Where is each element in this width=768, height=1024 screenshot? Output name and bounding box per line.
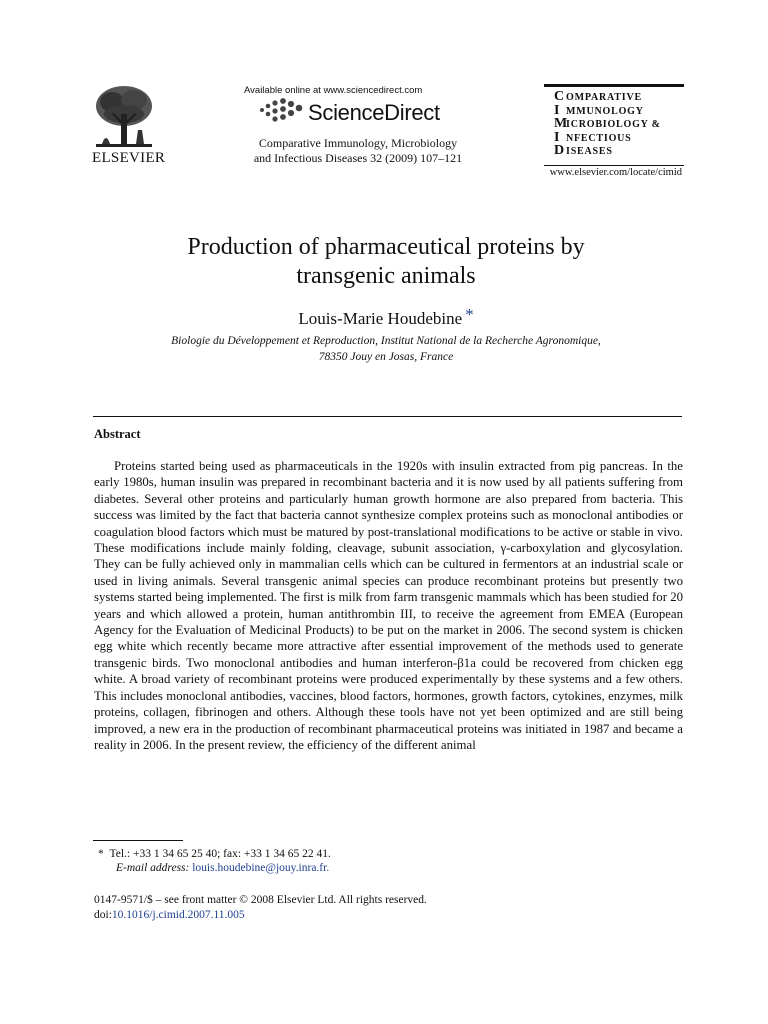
doi-link[interactable]: 10.1016/j.cimid.2007.11.005 [111,909,245,921]
author-name: Louis-Marie Houdebine [298,309,463,328]
cimid-row: I NFECTIOUS [554,129,632,145]
email-link[interactable]: louis.houdebine@jouy.inra.fr. [192,862,330,874]
author-footnote-mark[interactable]: * [465,305,474,324]
journal-url[interactable]: www.elsevier.com/locate/cimid [549,167,682,178]
cimid-journal-logo [544,84,684,166]
article-title: Production of pharmaceutical proteins by transgenic animals [187,234,585,289]
cimid-row: MICROBIOLOGY & [554,116,661,131]
header-rule [93,416,682,417]
available-online[interactable]: Available online at www.sciencedirect.com [244,85,423,96]
sciencedirect-dots-icon [256,98,312,124]
abstract-text: Proteins started being used as pharmaceuticals in the 1920s with insulin extracted from pig pancreas. In the early 1980s, human insulin was prepared in recombinant bacteria and it is now used by all patients suffering from diabetes. Several other proteins and particularly human growth hormone are also prepared from bacteria. This success was limited by the fact that bacteria cannot synthesize complex proteins such as monoclonal antibodies or coagulation blood factors which must be matured by post-translational modifications to be active or stable in vivo. These modifications include mainly folding, cleavage, subunit association, γ-carboxylation and glycosylation. They can be fully achieved only in mammalian cells which can be cultured in fermentors at an industrial scale or used in living animals. Several transgenic animal species can produce recombinant proteins but presently two systems started being implemented. The first is milk from farm transgenic mammals which has been studied for 20 years and which allowed a protein, human antithrombin III, to receive the agreement from EMEA (European Agency for the Evaluation of Medicinal Products) to be put on the market in 2006. The second system is chicken egg white which recently became more attractive after essential improvement of the methods used to generate transgenic birds. Two monoclonal antibodies and human interferon-β1a could be recovered from chicken egg white. A broad variety of recombinant proteins were produced experimentally by these systems and a few others. This includes monoclonal antibodies, vaccines, blood factors, hormones, growth factors, cytokines, enzymes, milk proteins, collagen, fibrinogen and others. Although these tools have not yet been optimized and are still being improved, a new era in the production of recombinant pharmaceutical proteins was initiated in 1987 and became a reality in 2006. In the present review, the efficiency of the different animal [94,459,683,752]
cimid-row: DISEASES [554,143,613,158]
affiliation: Biologie du Développement et Reproduction, Institut National de la Recherche Agronomique, 78350 Jouy en Josas, France [171,335,601,363]
footnote-email: E-mail address: louis.houdebine@jouy.inra.fr. [116,862,330,874]
journal-name-line2: and Infectious Diseases 32 (2009) 107–121 [253,151,463,165]
copyright-line: 0147-9571/$ – see front matter © 2008 Elsevier Ltd. All rights reserved. [94,894,427,906]
cimid-row: COMPARATIVE [554,89,642,104]
cimid-row: I MMUNOLOGY [554,102,644,118]
sciencedirect-wordmark: ScienceDirect [308,100,440,125]
elsevier-tree-logo [92,84,156,150]
doi-line: doi:10.1016/j.cimid.2007.11.005 [94,909,245,921]
publisher-name: ELSEVIER [92,150,166,166]
author [90,305,682,329]
journal-name-line1: Comparative Immunology, Microbiology [258,136,458,150]
abstract-heading: Abstract [94,427,141,441]
footnote-contact: * Tel.: +33 1 34 65 25 40; fax: +33 1 34 65 22 41. [98,848,331,860]
footnote-rule [93,840,183,841]
